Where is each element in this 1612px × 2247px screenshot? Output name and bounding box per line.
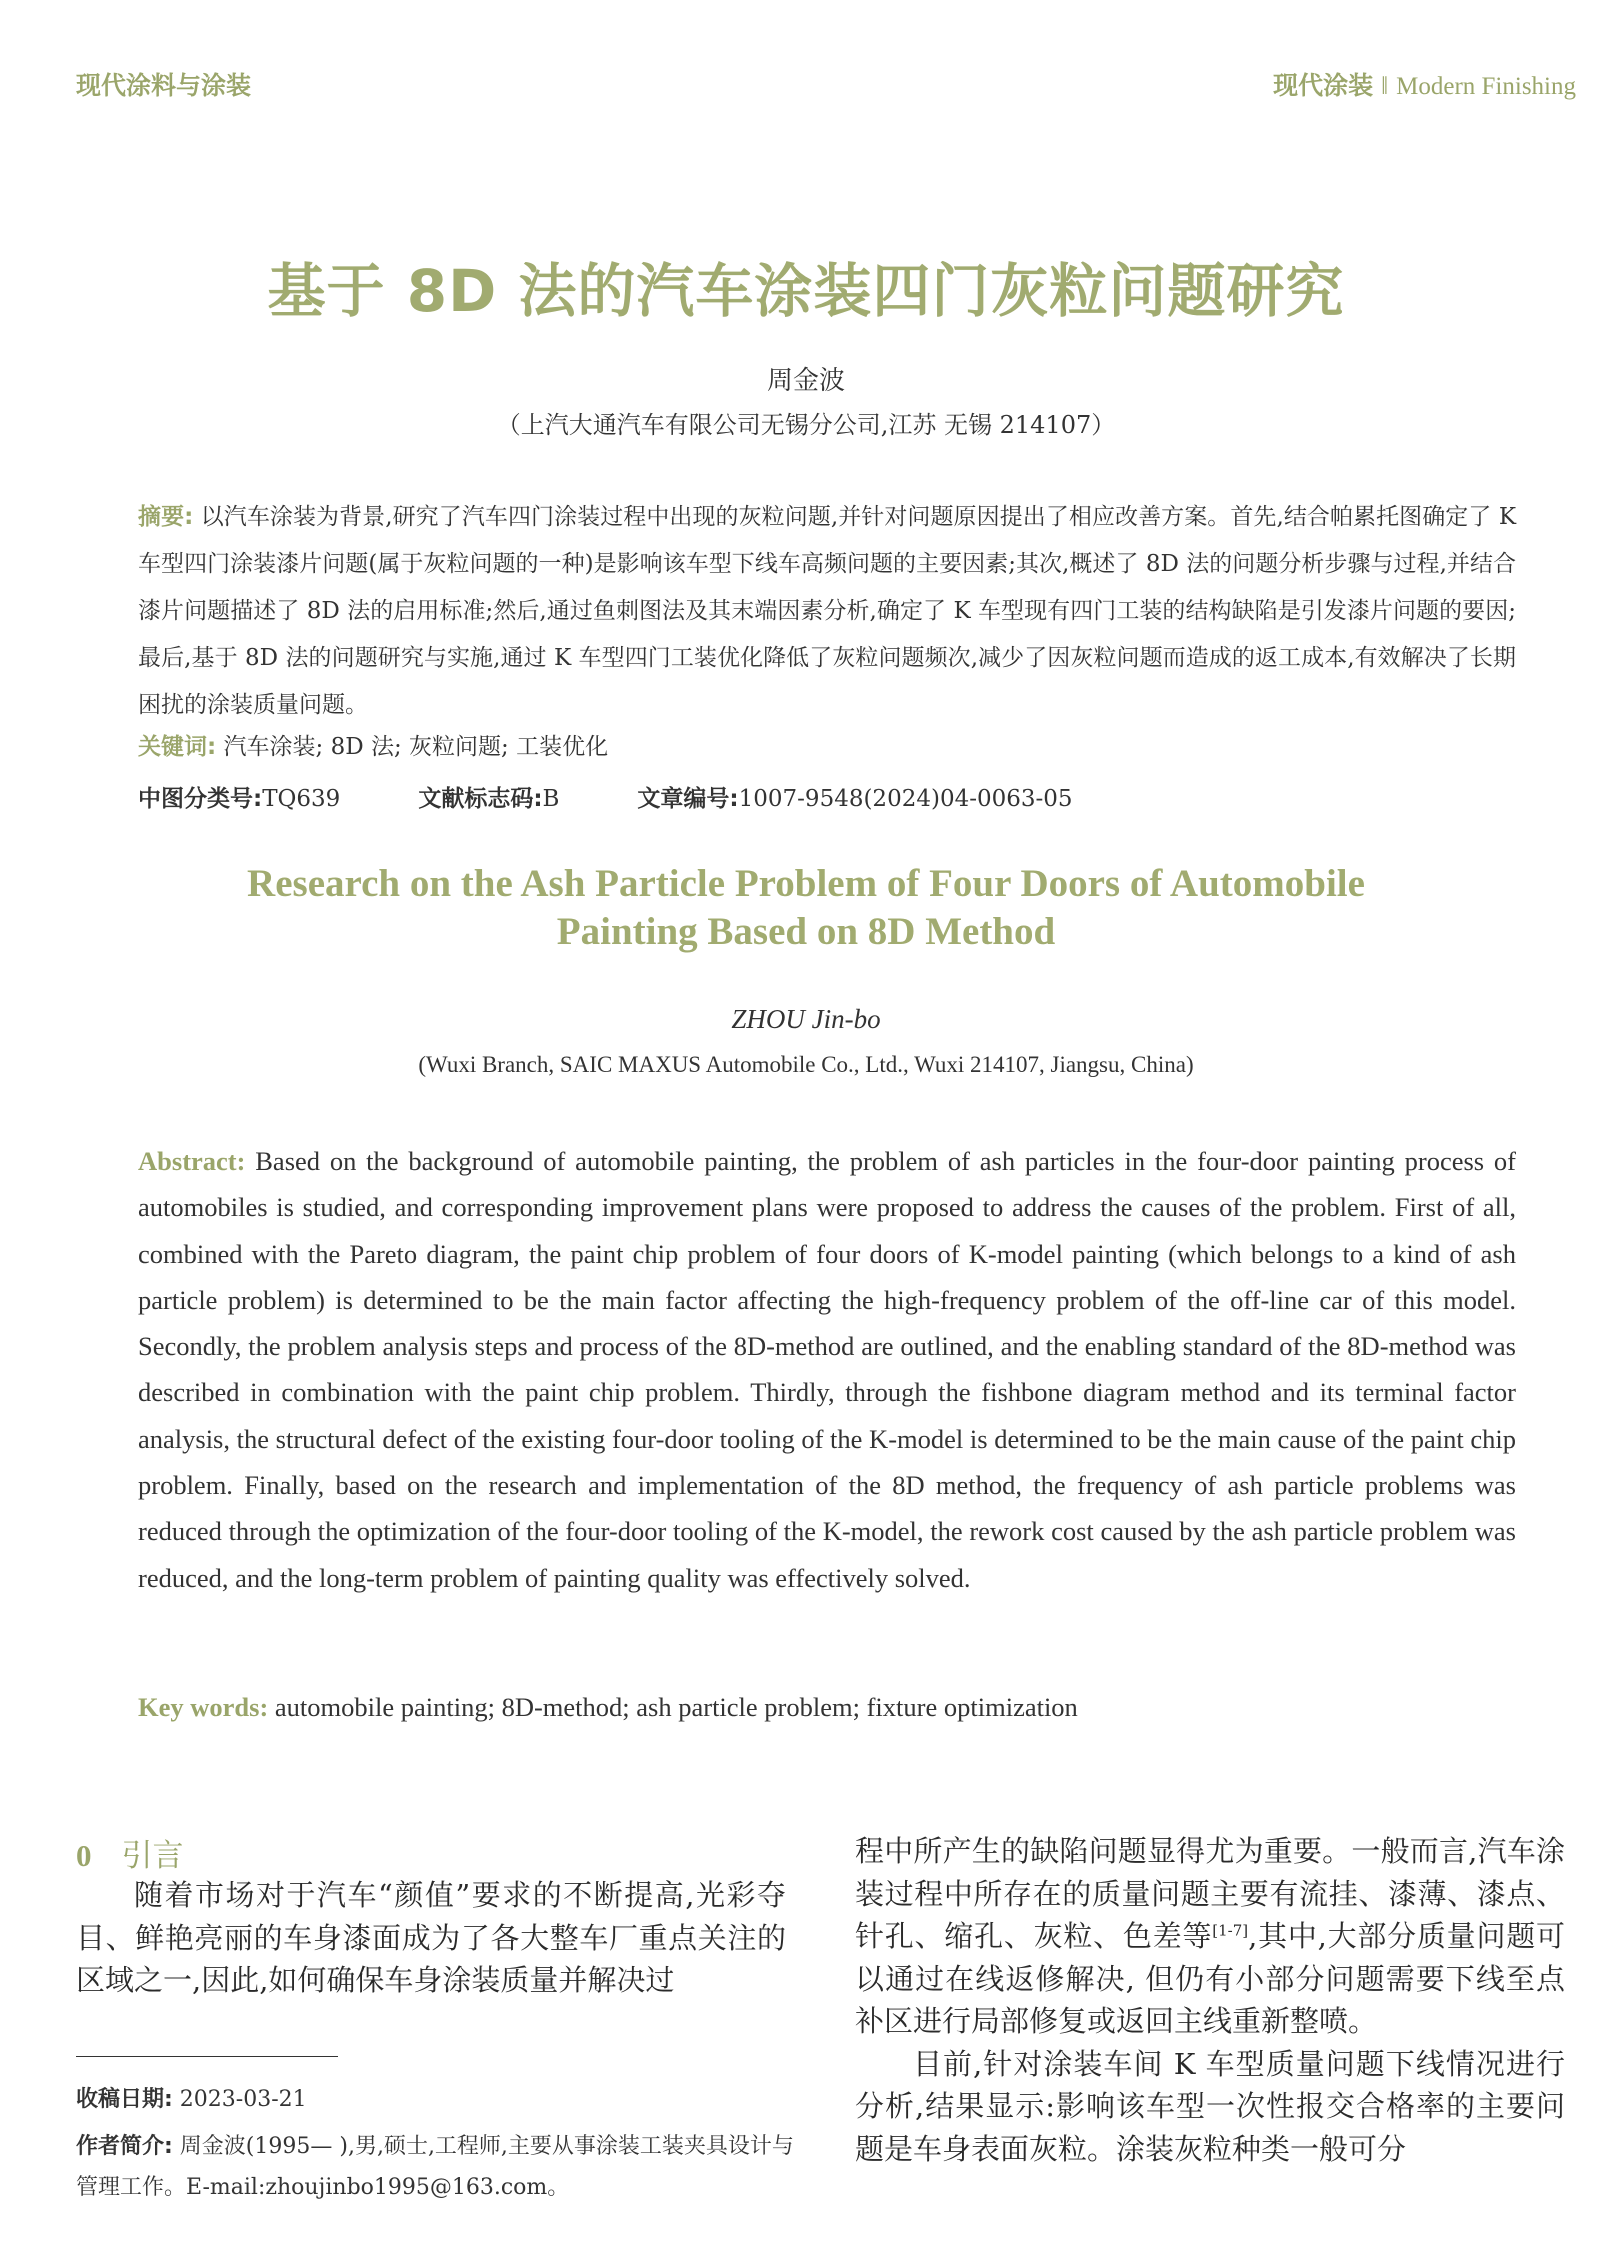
keywords-cn-text: 汽车涂装; 8D 法; 灰粒问题; 工装优化	[216, 734, 609, 760]
abstract-cn	[138, 494, 1516, 729]
received-value: 2023-03-21	[172, 2087, 307, 2112]
author-cn: 周金波	[766, 366, 845, 396]
journal-name-en: Modern Finishing	[1396, 73, 1576, 100]
abstract-en	[138, 1138, 1516, 1601]
received-label: 收稿日期:	[76, 2087, 173, 2112]
affiliation-en: (Wuxi Branch, SAIC MAXUS Automobile Co., Ltd., Wuxi 214107, Jiangsu, China)	[418, 1052, 1194, 1077]
body-left-paragraph: 随着市场对于汽车“颜值”要求的不断提高,光彩夺目、鲜艳亮丽的车身漆面成为了各大整车厂重点关注的区域之一,因此,如何确保车身涂装质量并解决过	[76, 1878, 786, 1997]
body-right-column	[855, 1830, 1565, 2170]
doc-code-value: B	[542, 786, 560, 812]
affiliation-cn: （上汽大通汽车有限公司无锡分公司,江苏 无锡 214107）	[496, 411, 1116, 439]
clc-value: TQ639	[262, 786, 341, 812]
paper-title-cn: 基于 8D 法的汽车涂装四门灰粒问题研究	[267, 257, 1345, 325]
footnote-divider	[76, 2056, 338, 2057]
author-en: ZHOU Jin-bo	[731, 1004, 881, 1034]
journal-name-cn: 现代涂装	[1273, 71, 1374, 100]
journal-separator: ‖	[1381, 73, 1389, 100]
journal-name-left: 现代涂料与涂装	[76, 71, 252, 100]
section-number: 0	[76, 1838, 92, 1873]
paper-title-en-line1: Research on the Ash Particle Problem of Four Doors of Automobile	[247, 862, 1365, 905]
footnote-author-bio	[76, 2126, 806, 2208]
article-id-value: 1007-9548(2024)04-0063-05	[738, 786, 1073, 812]
footnote-received	[76, 2082, 806, 2113]
keywords-en	[138, 1692, 1516, 1723]
citation-ref: [1-7]	[1212, 1921, 1249, 1940]
bio-value: 周金波(1995— ),男,硕士,工程师,主要从事涂装工装夹具设计与管理工作。E-mail:zhoujinbo1995@163.com。	[76, 2134, 794, 2200]
abstract-en-label: Abstract:	[138, 1146, 246, 1176]
keywords-en-label: Key words:	[138, 1692, 269, 1722]
abstract-cn-label: 摘要:	[138, 504, 194, 530]
section-title: 引言	[121, 1838, 184, 1874]
paper-title-en	[0, 860, 1612, 956]
paper-title-en-line2: Painting Based on 8D Method	[556, 910, 1056, 953]
classification-line	[138, 780, 1073, 813]
body-right-paragraph-1	[855, 1830, 1565, 2043]
abstract-en-text: Based on the background of automobile painting, the problem of ash particles in the four-door painting process of automobiles is studied, and corresponding improvement plans were proposed to address the causes of the problem. First of all, combined with the Pareto diagram, the paint chip problem of four doors of K-model painting (which belongs to a kind of ash particle problem) is determined to be the main factor affecting the high-frequency problem of the off-line car of this model. Secondly, the problem analysis steps and process of the 8D-method are outlined, and the enabling standard of the 8D-method was described in combination with the paint chip problem. Thirdly, through the fishbone diagram method and its terminal factor analysis, the structural defect of the existing four-door tooling of the K-model is determined to be the main cause of the paint chip problem. Finally, based on the research and implementation of the 8D method, the frequency of ash particle problems was reduced through the optimization of the four-door tooling of the K-model, the rework cost caused by the ash particle problem was reduced, and the long-term problem of painting quality was effectively solved.	[138, 1146, 1516, 1593]
section-heading-introduction	[76, 1830, 184, 1875]
body-right-text-1a: 程中所产生的缺陷问题显得尤为重要。一般而言,汽车涂装过程中所存在的质量问题主要有流挂、漆薄、漆点、针孔、缩孔、灰粒、色差等	[855, 1834, 1565, 1953]
body-right-paragraph-2: 目前,针对涂装车间 K 车型质量问题下线情况进行分析,结果显示:影响该车型一次性报交合格率的主要问题是车身表面灰粒。涂装灰粒种类一般可分	[855, 2046, 1565, 2166]
article-id-label: 文章编号:	[637, 786, 739, 812]
keywords-cn-label: 关键词:	[138, 734, 217, 760]
journal-name-right	[1273, 66, 1576, 102]
body-right-text-1b: ,其中,大部分质量问题可以通过在线返修解决, 但仍有小部分问题需要下线至点补区进行局部修复或返回主线重新整喷。	[855, 1919, 1565, 2038]
abstract-cn-text: 以汽车涂装为背景,研究了汽车四门涂装过程中出现的灰粒问题,并针对问题原因提出了相应改善方案。首先,结合帕累托图确定了 K 车型四门涂装漆片问题(属于灰粒问题的一种)是影响该车型下线车高频问题的主要因素;其次,概述了 8D 法的问题分析步骤与过程,并结合漆片问题描述了 8D 法的启用标准;然后,通过鱼刺图法及其末端因素分析,确定了 K 车型现有四门工装的结构缺陷是引发漆片问题的要因;最后,基于 8D 法的问题研究与实施,通过 K 车型四门工装优化降低了灰粒问题频次,减少了因灰粒问题而造成的返工成本,有效解决了长期困扰的涂装质量问题。	[138, 504, 1516, 718]
clc-label: 中图分类号:	[138, 786, 263, 812]
doc-code-label: 文献标志码:	[418, 786, 543, 812]
bio-label: 作者简介:	[76, 2134, 173, 2159]
keywords-en-text: automobile painting; 8D-method; ash particle problem; fixture optimization	[268, 1692, 1078, 1722]
keywords-cn	[138, 728, 1516, 761]
